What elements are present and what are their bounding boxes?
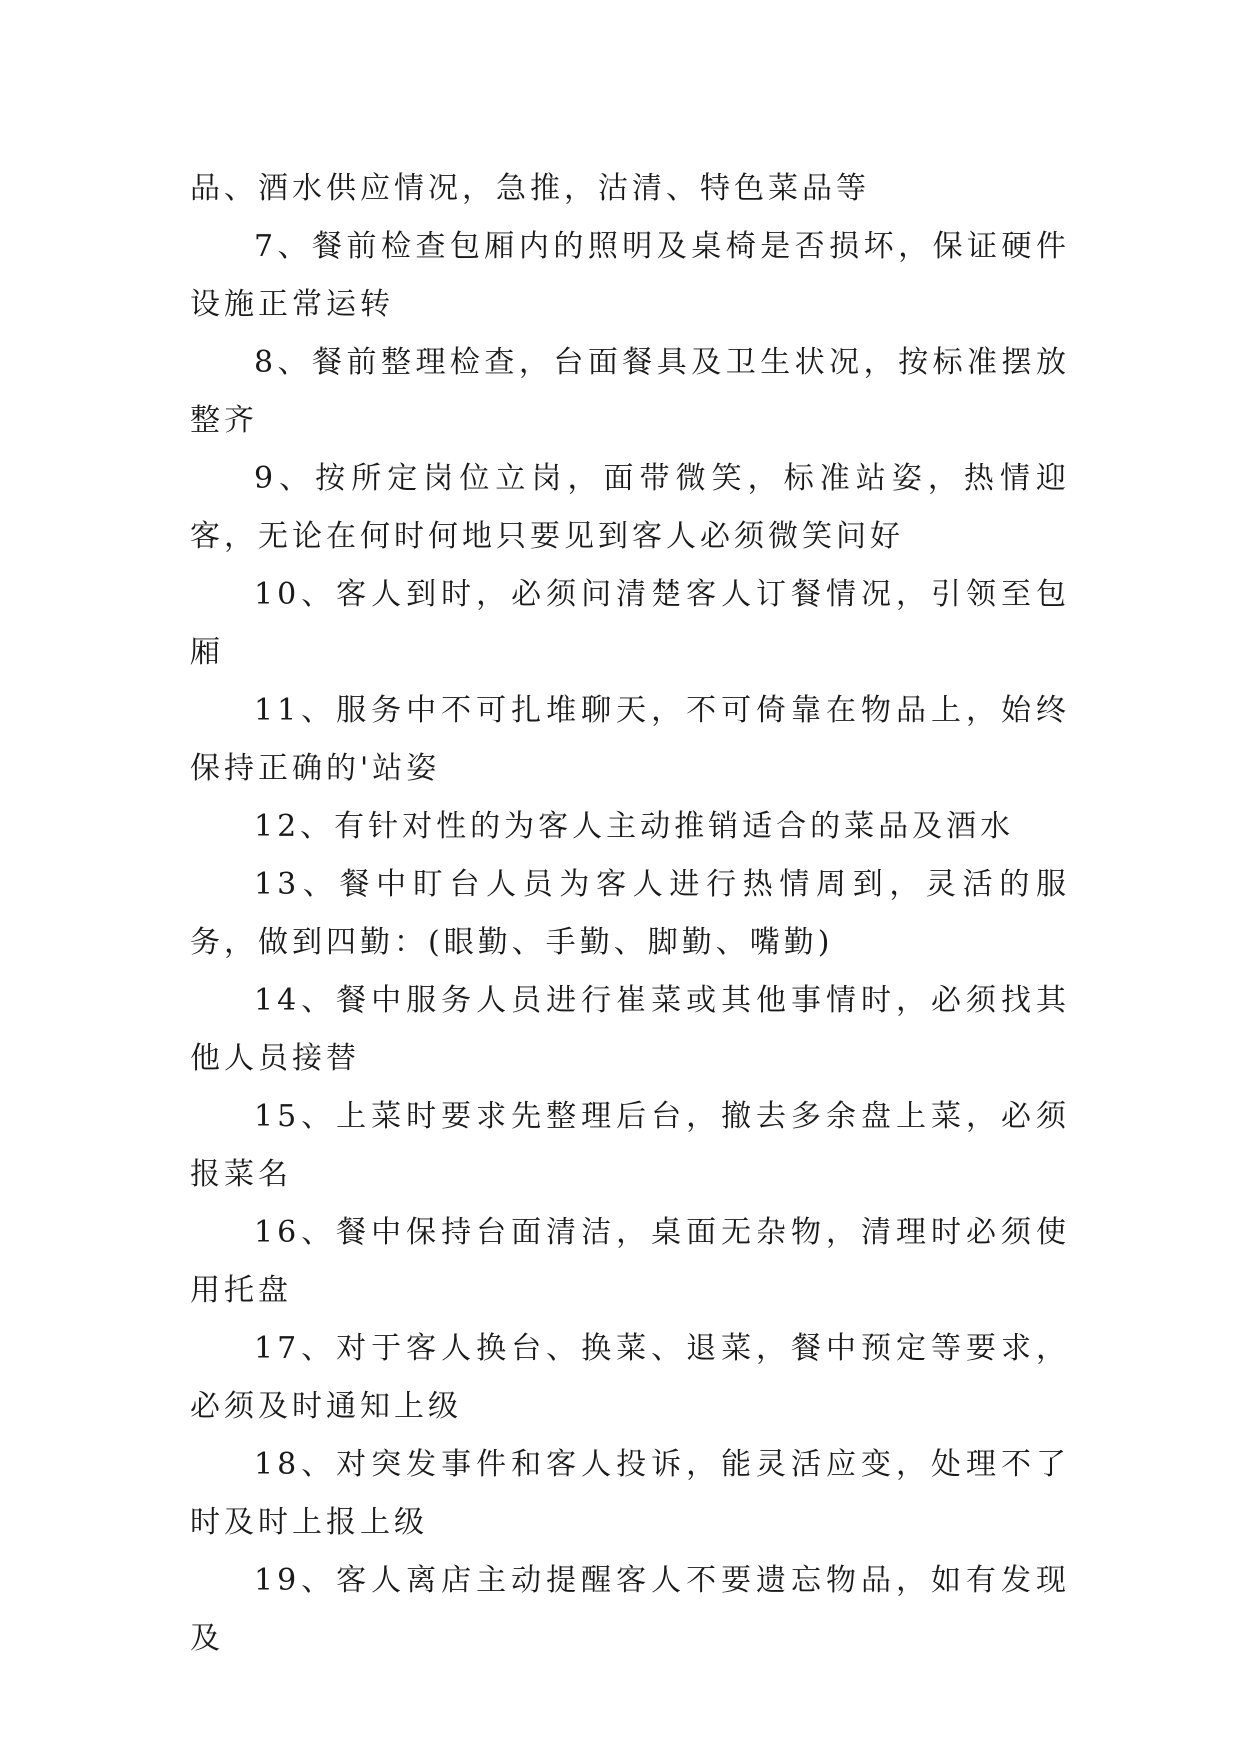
paragraph-item-17: 17、对于客人换台、换菜、退菜，餐中预定等要求，必须及时通知上级 xyxy=(190,1331,1070,1424)
paragraph-item-11: 11、服务中不可扎堆聊天，不可倚靠在物品上，始终保持正确的'站姿 xyxy=(190,693,1070,786)
paragraph-item-12: 12、有针对性的为客人主动推销适合的菜品及酒水 xyxy=(254,809,1015,844)
paragraph-item-10: 10、客人到时，必须问清楚客人订餐情况，引领至包厢 xyxy=(190,577,1070,670)
paragraph-continuation: 品、酒水供应情况，急推，沽清、特色菜品等 xyxy=(190,171,870,206)
paragraph-item-18: 18、对突发事件和客人投诉，能灵活应变，处理不了时及时上报上级 xyxy=(190,1447,1070,1540)
paragraph-item-14: 14、餐中服务人员进行崔菜或其他事情时，必须找其他人员接替 xyxy=(190,983,1070,1076)
paragraph-item-15: 15、上菜时要求先整理后台，撤去多余盘上菜，必须报菜名 xyxy=(190,1099,1070,1192)
document-body xyxy=(190,160,1070,1668)
paragraph-item-16: 16、餐中保持台面清洁，桌面无杂物，清理时必须使用托盘 xyxy=(190,1215,1070,1308)
paragraph-item-8: 8、餐前整理检查，台面餐具及卫生状况，按标准摆放整齐 xyxy=(190,345,1070,438)
paragraph-item-13: 13、餐中盯台人员为客人进行热情周到，灵活的服务，做到四勤：(眼勤、手勤、脚勤、嘴勤) xyxy=(190,867,1070,960)
paragraph-item-7: 7、餐前检查包厢内的照明及桌椅是否损坏，保证硬件设施正常运转 xyxy=(190,229,1070,322)
paragraph-item-19: 19、客人离店主动提醒客人不要遗忘物品，如有发现及 xyxy=(190,1563,1070,1656)
paragraph-item-9: 9、按所定岗位立岗，面带微笑，标准站姿，热情迎客，无论在何时何地只要见到客人必须微笑问好 xyxy=(190,461,1070,554)
